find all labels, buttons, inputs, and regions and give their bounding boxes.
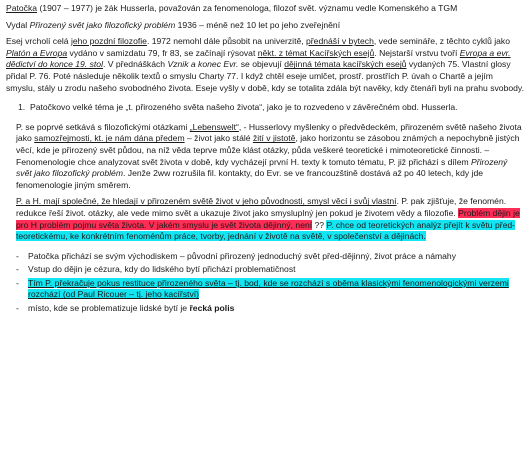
book-title: Přirozený svět jako filozofický problém <box>16 156 508 179</box>
paragraph-published <box>6 20 524 32</box>
text: . 1972 nemohl dále působit na univerzitě, <box>146 36 307 47</box>
intro-text: (1907 – 1977) je žák Husserla, považován za fenomenologa, filozof svět. významu vedle Komenského a TGM <box>37 3 458 13</box>
underlined-text: dějinná témata kacířských esejů <box>284 59 407 70</box>
underlined-text: žití v jistotě <box>252 133 296 144</box>
list-item <box>6 278 524 301</box>
text: 1936 – méně než 10 let po jeho zveřejnění <box>175 19 341 30</box>
underlined-text: , kt. je nám dána předem <box>89 133 185 144</box>
text: . V přednáškách <box>102 59 168 70</box>
list-item <box>6 264 524 276</box>
underlined-title: Platón a Evropa <box>6 47 68 58</box>
list-item-text: místo, kde se problematizuje lidské bytí je <box>28 303 190 314</box>
highlighted-cyan-text: Tím P. překračuje pokus restituce přirozeného světa – tj. bod, kde se rozchází s oběma klasickými fenomenologickými verzemi rozchází (od Paul Ricouer – tj. jeho kacířství) <box>28 277 509 300</box>
bullet-list <box>6 251 524 315</box>
paragraph-intro <box>6 3 524 15</box>
paragraph-samizdat <box>6 36 524 94</box>
text: . Jenže 2ww rozrušila fil. kontakty, do Evr. se ve francouzštině dostává až po 40 letech, kdy jde fenomenologie jiným směrem. <box>16 168 484 190</box>
underlined-text: samozřejmosti <box>34 133 90 144</box>
list-item-text: Vstup do dějin je cézura, kdy do lidského bytí přichází problematičnost <box>28 264 296 275</box>
bullet-dash: - <box>16 303 19 314</box>
text: ?? <box>312 219 327 230</box>
bullet-dash: - <box>16 277 19 288</box>
list-item <box>6 303 524 315</box>
paragraph-comparison <box>6 196 524 242</box>
underlined-text: jeho pozdní filozofie <box>70 36 147 47</box>
highlighted-cyan-text: P. chce od teoretických analýz přejít k světu před-teoretickému, ke konkrétním fenoménům práce, tvorby, jednání v životě na světě, v společenství a dějinách. <box>16 219 516 242</box>
underlined-text: P. a H. mají společné, že hledají v přirozeném světě život v jeho původnosti, smysl věcí i svůj vlastní <box>16 196 397 207</box>
text: P. se poprvé setkává s filozofickými otázkami <box>16 121 190 132</box>
highlighted-red-text: Problém dějin je pro H problém pojmu světa života. V jakém smyslu je svět života dějinný, není <box>16 207 520 230</box>
italic-title: Vznik a konec Evr. <box>167 59 239 70</box>
bullet-dash: - <box>16 264 19 275</box>
text: – život jako stálé <box>184 133 253 144</box>
bold-term: řecká polis <box>189 303 235 314</box>
text: . Nejstarší vrstvu tvoří <box>374 47 460 58</box>
bullet-dash: - <box>16 250 19 261</box>
book-title: Přirozený svět jako filozofický problém <box>29 19 176 30</box>
underlined-text: někt. z témat Kacířských esejů <box>257 47 375 58</box>
text: vydaných 75. Vlastní glosy přidal P. 76. Poté následuje několik textů o smyslu Charty 77. I když chtěl eseje umlčet, prostř. prostřích P. úvah o Chartě a jejím smyslu, stály u zrodu našeho svobodného života. Eseje vyšly v době, kdy se totalita zdála být navěky, kdy čtenáři byli na prahu svobody. <box>6 59 524 93</box>
text: vydáno v samizdatu 79, fr 83, se začínají rýsovat <box>67 47 258 58</box>
text: . P. pak zjišťuje, že fenomén. redukce řeší život. otázky, ale vede mimo svět a ukazuje život jako smysluplný jen pokud je životem vědy a filozofie. <box>16 196 507 218</box>
text: , - Husserlovy myšlenky o předvědeckém, přirozeném světě našeho života jako <box>16 121 522 144</box>
text: , jako horizontu se zásobou známých a nepochybně jistých věcí, kde je přirozený svět půdou, na níž věda teprve může klást otázky, půda veškeré teoretické i mimoteoretické činnosti. – Fenomenologie chce analyzovat svět života v době, kdy vycházejí první H. texty k tomuto tématu, P. již přichází s dílem <box>16 133 520 167</box>
underlined-text: přednáší v bytech <box>306 36 374 47</box>
paragraph-lebenswelt <box>6 122 524 192</box>
item-number: 1. <box>18 102 26 113</box>
text: se objevují <box>238 59 285 70</box>
underlined-title: Evropa a evr. dědictví do konce 19. stol <box>6 47 511 70</box>
text: , vede semináře, z těchto cyklů jako <box>373 36 511 47</box>
name-patocka: Patočka <box>6 3 38 13</box>
item-text: Patočkovo velké téma je „t. přirozeného světa našeho života“, jako je to rozvedeno v závěrečném obd. Husserla. <box>30 102 458 113</box>
text: Esej vrcholí celá <box>6 36 71 47</box>
list-item <box>6 251 524 263</box>
text: Vydal <box>6 19 30 30</box>
numbered-item-1 <box>18 102 524 114</box>
list-item-text: Patočka přichází se svým východiskem – původní přirozený jednoduchý svět před-dějinný, život práce a námahy <box>28 250 456 261</box>
underlined-text: „Lebenswelt“ <box>189 121 239 132</box>
